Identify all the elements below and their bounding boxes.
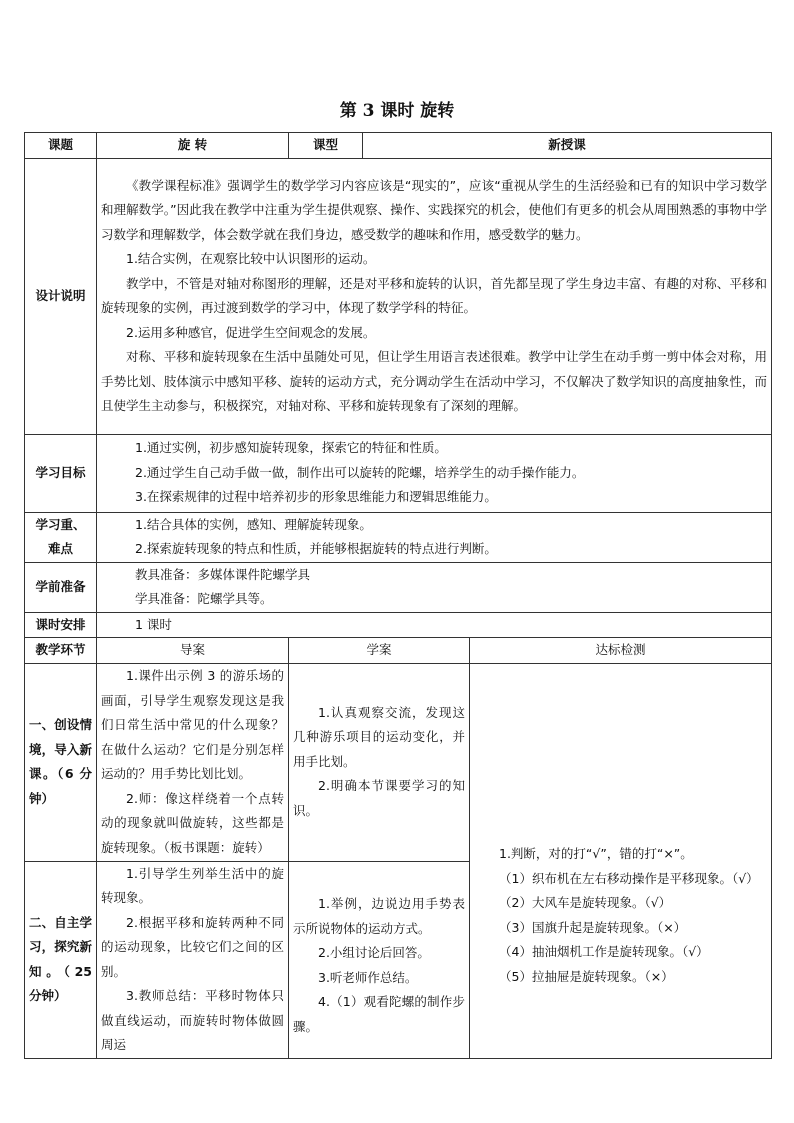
design-paragraph: 2.运用多种感官，促进学生空间观念的发展。 [126, 324, 376, 340]
stage2-guide-item: 3.教师总结：平移时物体只做直线运动，而旋转时物体做圆周运 [101, 988, 284, 1052]
design-paragraph: 对称、平移和旋转现象在生活中虽随处可见，但让学生用语言表述很难。教学中让学生在动手剪一剪中体会对称，用手势比划、肢体演示中感知平移、旋转的运动方式，充分调动学生在活动中学习，不仅解决了数学知识的高度抽象性，而且使学生主动参与，积极探究，对轴对称、平移和旋转现象有了深刻的理解。 [101, 349, 768, 413]
key-points-label-line: 难点 [47, 541, 73, 556]
stage2-study [289, 861, 470, 1058]
design-row [25, 158, 772, 434]
stage1-guide [97, 663, 289, 861]
key-points-content [97, 512, 772, 562]
stage1-name: 一、创设情境，导入新课。（6 分钟） [25, 663, 97, 861]
lesson-plan-table [24, 132, 772, 1059]
stage2-study-item: 2.小组讨论后回答。 [318, 945, 430, 960]
stage1-study-item: 1.认真观察交流，发现这几种游乐项目的运动变化，并用手比划。 [293, 704, 465, 769]
check-item: 1.判断，对的打“√”，错的打“×”。 [499, 846, 693, 861]
design-paragraph: 教学中，不管是对轴对称图形的理解，还是对平移和旋转的认识，首先都呈现了学生身边丰富、有趣的对称、平移和旋转现象的实例，再过渡到数学的学习中，体现了数学学科的特征。 [101, 275, 768, 315]
topic-label: 课题 [25, 133, 97, 159]
key-point-item: 2.探索旋转现象的特点和性质，并能够根据旋转的特点进行判断。 [135, 541, 497, 556]
stage1-study-item: 2.明确本节课要学习的知识。 [293, 778, 465, 818]
topic-value: 旋 转 [97, 133, 289, 159]
prep-content [97, 562, 772, 612]
check-item: （1）织布机在左右移动操作是平移现象。（√） [499, 870, 759, 886]
column-study: 学案 [289, 638, 470, 664]
stage2-study-item: 4.（1）观看陀螺的制作步骤。 [293, 994, 465, 1034]
stage2-guide-item: 1.引导学生列举生活中的旋转现象。 [101, 865, 284, 905]
check-item: （5）拉抽屉是旋转现象。（×） [499, 968, 674, 984]
stage2-guide-item: 2.根据平移和旋转两种不同的运动现象，比较它们之间的区别。 [101, 914, 284, 979]
column-header-row [25, 638, 772, 664]
key-point-item: 1.结合具体的实例，感知、理解旋转现象。 [135, 516, 372, 532]
prep-label: 学前准备 [25, 562, 97, 612]
goal-item: 3.在探索规律的过程中培养初步的形象思维能力和逻辑思维能力。 [135, 489, 497, 505]
column-check: 达标检测 [470, 638, 772, 664]
check-item: （3）国旗升起是旋转现象。（×） [499, 919, 687, 935]
stage1-guide-item: 1.课件出示例 3 的游乐场的画面，引导学生观察发现这是我们日常生活中常见的什么现象？在做什么运动？它们是分别怎样运动的？用手势比划比划。 [101, 668, 284, 781]
schedule-value: 1 课时 [135, 616, 172, 632]
stage2-name: 二、自主学习，探究新知。（25 分钟） [25, 861, 97, 1058]
goal-item: 1.通过实例，初步感知旋转现象，探索它的特征和性质。 [135, 440, 447, 456]
schedule-content [97, 612, 772, 638]
design-content [97, 158, 772, 434]
topic-row [25, 133, 772, 159]
stage2-study-item: 1.举例，边说边用手势表示所说物体的运动方式。 [293, 896, 465, 936]
prep-row [25, 562, 772, 612]
column-guide: 导案 [97, 638, 289, 664]
key-points-row [25, 512, 772, 562]
stage1-guide-item: 2.师：像这样绕着一个点转动的现象就叫做旋转，这些都是旋转现象。（板书课题：旋转） [101, 790, 284, 855]
design-paragraph: 1.结合实例，在观察比较中认识图形的运动。 [126, 251, 376, 266]
goals-row [25, 434, 772, 512]
page-title: 第 3 课时 旋转 [339, 101, 455, 121]
schedule-row [25, 612, 772, 638]
stage1-row [25, 663, 772, 861]
check-item: （4）抽油烟机工作是旋转现象。（√） [499, 944, 709, 959]
stage2-study-item: 3.听老师作总结。 [318, 969, 418, 985]
design-paragraph: 《教学课程标准》强调学生的数学学习内容应该是“现实的”，应该“重视从学生的生活经验和已有的知识中学习数学和理解数学。”因此我在教学中注重为学生提供观察、操作、实践探究的机会，使他们有更多的机会从周围熟悉的事物中学习数学和理解数学，体会数学就在我们身边，感受数学的趣味和作用，感受数学的魅力。 [101, 177, 768, 242]
goals-label: 学习目标 [25, 434, 97, 512]
check-cell [470, 663, 772, 1058]
design-label: 设计说明 [25, 158, 97, 434]
goals-content [97, 434, 772, 512]
prep-item: 教具准备：多媒体课件陀螺学具 [135, 566, 311, 582]
goal-item: 2.通过学生自己动手做一做，制作出可以旋转的陀螺，培养学生的动手操作能力。 [135, 464, 585, 480]
key-points-label-line: 学习重、 [35, 517, 86, 532]
key-points-label [25, 512, 97, 562]
stage2-guide [97, 861, 289, 1058]
type-label: 课型 [289, 133, 363, 159]
schedule-label: 课时安排 [25, 612, 97, 638]
type-value: 新授课 [363, 133, 772, 159]
stage1-study [289, 663, 470, 861]
check-item: （2）大风车是旋转现象。（√） [499, 895, 672, 910]
column-stage: 教学环节 [25, 638, 97, 664]
prep-item: 学具准备：陀螺学具等。 [135, 591, 273, 606]
